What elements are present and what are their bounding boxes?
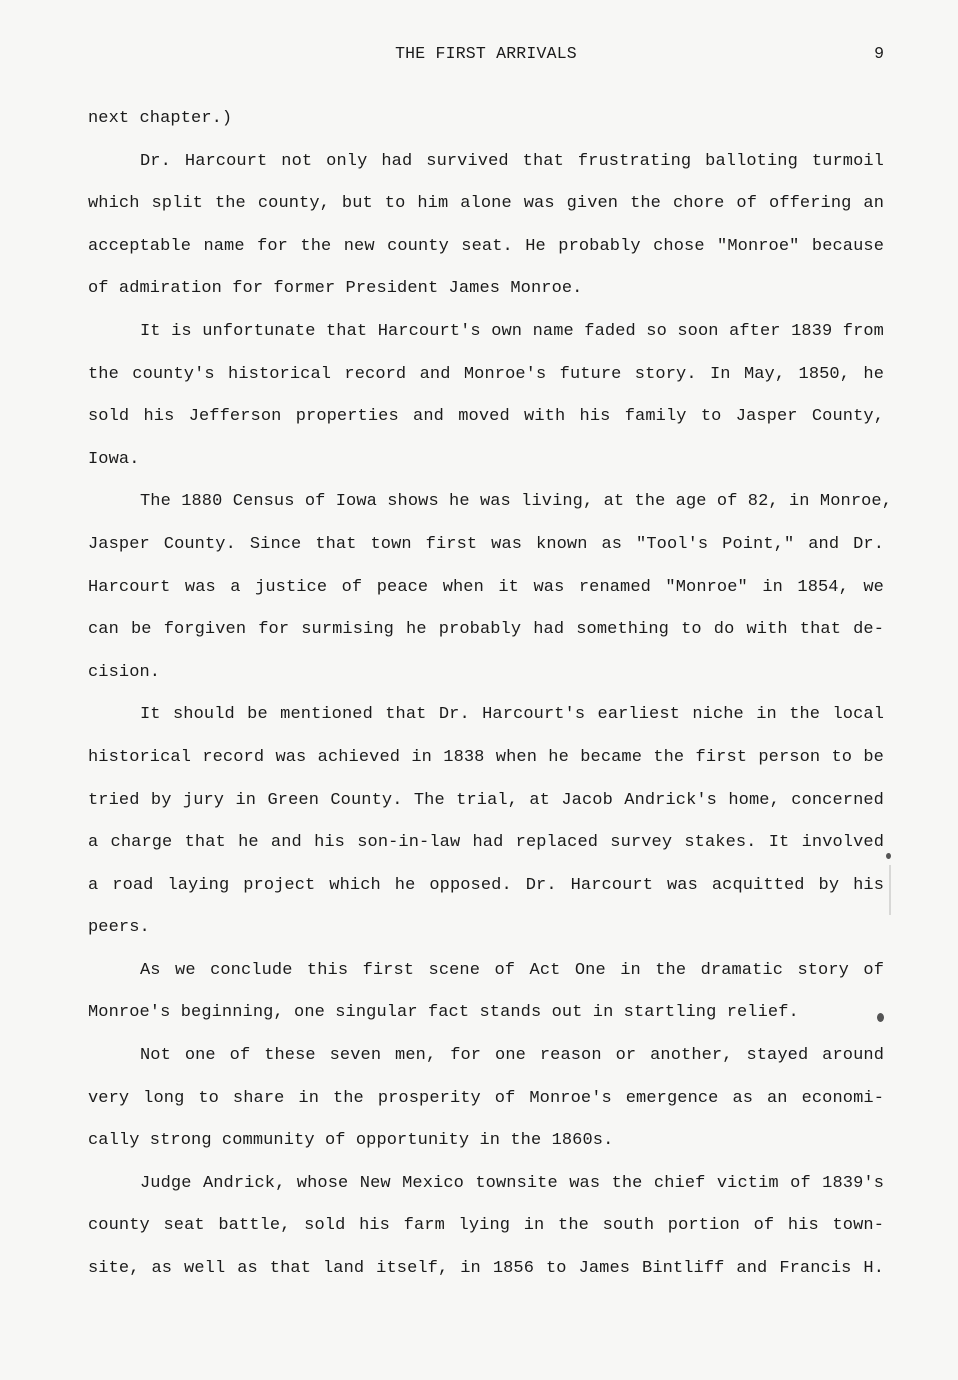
- text-line: Not one of these seven men, for one reason or another, stayed around: [140, 1046, 884, 1066]
- text-line: next chapter.): [88, 109, 233, 128]
- text-line: cision.: [88, 662, 161, 682]
- text-line: The 1880 Census of Iowa shows he was living, at the age of 82, in Monroe,: [140, 492, 893, 512]
- text-line: a road laying project which he opposed. Dr. Harcourt was acquitted by his: [88, 875, 884, 895]
- text-line: tried by jury in Green County. The trial, at Jacob Andrick's home, concerned: [88, 790, 884, 810]
- text-line: cally strong community of opportunity in the 1860s.: [88, 1131, 614, 1151]
- text-line: which split the county, but to him alone was given the chore of offering an: [88, 194, 884, 214]
- text-line: sold his Jefferson properties and moved with his family to Jasper County,: [88, 407, 884, 427]
- text-line: Judge Andrick, whose New Mexico townsite was the chief victim of 1839's: [140, 1173, 884, 1193]
- text-line: Monroe's beginning, one singular fact stands out in startling relief.: [88, 1003, 799, 1023]
- text-line: county seat battle, sold his farm lying in the south portion of his town-: [88, 1216, 884, 1236]
- text-line: Jasper County. Since that town first was known as "Tool's Point," and Dr.: [88, 534, 884, 554]
- text-line: Harcourt was a justice of peace when it was renamed "Monroe" in 1854, we: [88, 577, 884, 597]
- page-header: [88, 44, 884, 68]
- text-line: Dr. Harcourt not only had survived that frustrating balloting turmoil: [140, 151, 884, 171]
- text-line: It should be mentioned that Dr. Harcourt's earliest niche in the local: [140, 705, 884, 725]
- text-line: It is unfortunate that Harcourt's own name faded so soon after 1839 from: [140, 321, 884, 341]
- text-line: very long to share in the prosperity of Monroe's emergence as an economi-: [88, 1088, 884, 1108]
- page-number: 9: [874, 44, 884, 63]
- text-line: As we conclude this first scene of Act One in the dramatic story of: [140, 960, 884, 980]
- text-line: acceptable name for the new county seat. He probably chose "Monroe" because: [88, 236, 884, 256]
- text-line: historical record was achieved in 1838 when he became the first person to be: [88, 747, 884, 767]
- text-line: the county's historical record and Monroe's future story. In May, 1850, he: [88, 364, 884, 384]
- text-line: Iowa.: [88, 449, 140, 469]
- body-text: [88, 98, 893, 1291]
- ink-smudge: [886, 853, 891, 859]
- text-line: can be forgiven for surmising he probably had something to do with that de-: [88, 620, 884, 640]
- text-line: site, as well as that land itself, in 1856 to James Bintliff and Francis H.: [88, 1259, 884, 1279]
- ink-smudge: [877, 1013, 884, 1022]
- running-title: THE FIRST ARRIVALS: [395, 44, 577, 63]
- text-line: peers.: [88, 918, 150, 938]
- scan-edge-mark: [889, 865, 891, 915]
- text-line: a charge that he and his son-in-law had replaced survey stakes. It involved: [88, 833, 884, 853]
- text-line: of admiration for former President James Monroe.: [88, 279, 583, 299]
